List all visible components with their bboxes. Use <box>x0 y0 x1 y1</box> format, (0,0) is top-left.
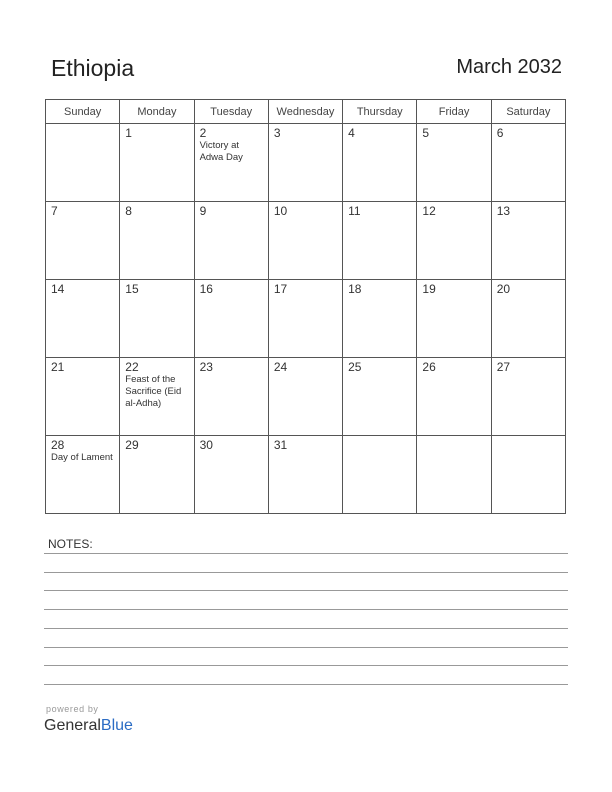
day-number: 8 <box>125 204 132 218</box>
holiday-label: Victory at Adwa Day <box>199 140 243 163</box>
day-cell <box>417 436 491 514</box>
day-cell <box>46 358 120 436</box>
day-number: 22 <box>125 360 139 374</box>
week-row <box>46 124 566 202</box>
day-number: 9 <box>199 204 207 218</box>
day-cell <box>491 202 565 280</box>
day-number: 1 <box>125 126 132 140</box>
powered-by-text: powered by <box>46 704 99 714</box>
day-cell <box>120 280 194 358</box>
day-cell <box>343 436 417 514</box>
day-cell <box>46 202 120 280</box>
weekday-header: Friday <box>417 100 491 124</box>
month-title: March 2032 <box>456 56 562 78</box>
notes-line <box>44 647 568 648</box>
week-row <box>46 202 566 280</box>
day-number: 17 <box>273 282 288 296</box>
day-cell <box>194 358 268 436</box>
holiday-label: Day of Lament <box>51 452 113 463</box>
weekday-header: Wednesday <box>268 100 342 124</box>
day-number: 13 <box>496 204 511 218</box>
logo-text-blue: Blue <box>100 717 133 734</box>
day-cell <box>268 358 342 436</box>
logo-text-general: General <box>44 717 101 734</box>
day-cell <box>343 358 417 436</box>
day-cell <box>343 280 417 358</box>
day-cell <box>491 124 565 202</box>
day-cell <box>491 436 565 514</box>
day-number: 27 <box>496 360 511 374</box>
weekday-header: Sunday <box>46 100 120 124</box>
generalblue-logo[interactable] <box>44 717 133 735</box>
week-row <box>46 280 566 358</box>
week-row <box>46 436 566 514</box>
notes-line <box>44 553 568 554</box>
holiday-label: Feast of the Sacrifice (Eid al-Adha) <box>125 374 182 409</box>
day-number: 7 <box>51 204 58 218</box>
notes-line <box>44 572 568 573</box>
weekday-header: Thursday <box>343 100 417 124</box>
day-number: 12 <box>422 204 436 218</box>
day-number: 2 <box>199 126 207 140</box>
day-number: 26 <box>422 360 436 374</box>
day-cell <box>343 202 417 280</box>
day-cell <box>417 358 491 436</box>
country-title: Ethiopia <box>51 55 135 81</box>
day-cell <box>194 280 268 358</box>
day-cell <box>268 436 342 514</box>
day-cell <box>417 124 491 202</box>
day-number: 19 <box>422 282 436 296</box>
day-number: 21 <box>51 360 65 374</box>
day-cell <box>343 124 417 202</box>
day-number: 30 <box>199 438 213 452</box>
day-number: 10 <box>273 204 288 218</box>
day-number: 28 <box>51 438 65 452</box>
calendar-grid <box>45 99 566 514</box>
day-number: 3 <box>273 126 281 140</box>
day-cell <box>417 280 491 358</box>
day-number: 15 <box>125 282 139 296</box>
day-number: 11 <box>348 204 361 218</box>
notes-label: NOTES: <box>48 537 93 551</box>
day-number: 23 <box>199 360 213 374</box>
weekday-header: Monday <box>120 100 194 124</box>
day-number: 25 <box>348 360 362 374</box>
day-number: 18 <box>348 282 362 296</box>
day-number: 31 <box>273 438 288 452</box>
day-number: 14 <box>51 282 65 296</box>
day-number: 5 <box>422 126 430 140</box>
calendar-body <box>46 124 566 514</box>
day-cell <box>46 124 120 202</box>
day-cell <box>268 280 342 358</box>
day-cell <box>46 280 120 358</box>
day-number: 4 <box>348 126 355 140</box>
weekday-header: Tuesday <box>194 100 268 124</box>
weekday-header: Saturday <box>491 100 565 124</box>
day-cell <box>194 436 268 514</box>
week-row <box>46 358 566 436</box>
day-cell <box>194 202 268 280</box>
day-cell <box>491 358 565 436</box>
day-number: 16 <box>199 282 213 296</box>
day-cell <box>194 124 268 202</box>
notes-line <box>44 609 568 610</box>
day-number: 29 <box>125 438 139 452</box>
notes-line <box>44 628 568 629</box>
day-cell <box>120 436 194 514</box>
day-number: 24 <box>273 360 288 374</box>
notes-line <box>44 590 568 591</box>
day-cell <box>417 202 491 280</box>
day-cell <box>120 358 194 436</box>
day-cell <box>120 202 194 280</box>
notes-line <box>44 684 568 685</box>
notes-line <box>44 665 568 666</box>
weekday-header-row <box>46 100 566 124</box>
day-cell <box>491 280 565 358</box>
day-cell <box>46 436 120 514</box>
day-number: 6 <box>496 126 504 140</box>
day-cell <box>268 124 342 202</box>
day-number: 20 <box>496 282 511 296</box>
day-cell <box>268 202 342 280</box>
day-cell <box>120 124 194 202</box>
